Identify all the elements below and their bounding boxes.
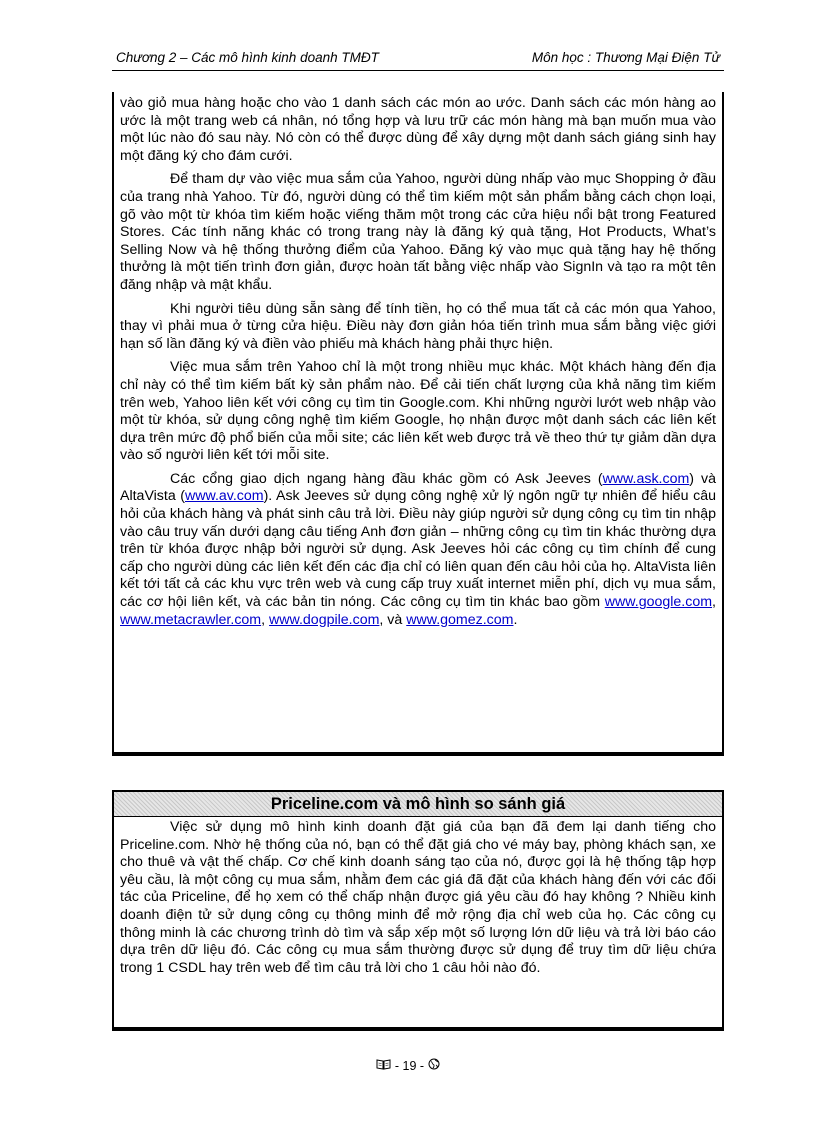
box-content [114, 817, 722, 977]
paragraph: Để tham dự vào việc mua sắm của Yahoo, người dùng nhấp vào mục Shopping ở đầu của trang nhà Yahoo. Từ đó, người dùng có thể tìm kiếm một sản phẩm bằng cách chọn loại, gõ vào một từ khóa tìm kiếm hoặc viếng thăm một trong các cửa hiệu nổi bật trong Featured Stores. Các tính năng khác có trong trang này là đăng ký quà tặng, Hot Products, What’s Selling Now và hệ thống thưởng điểm của Yahoo. Đăng ký vào mục quà tặng hay hệ thống thưởng là một tiến trình đơn giản, được hoàn tất bằng việc nhấp vào SignIn và tạo ra một tên đăng nhập và mật khẩu. [120, 171, 716, 293]
link-dogpile[interactable]: www.dogpile.com [269, 611, 380, 628]
link-gomez[interactable]: www.gomez.com [406, 611, 514, 628]
book-icon [376, 1058, 391, 1073]
chapter-title: Chương 2 – Các mô hình kinh doanh TMĐT [116, 50, 379, 65]
text-box-priceline [112, 790, 724, 1031]
paragraph: Việc mua sắm trên Yahoo chỉ là một trong nhiều mục khác. Một khách hàng đến địa chỉ này có thể tìm kiếm bất kỳ sản phẩm nào. Để cải tiến chất lượng của khả năng tìm kiếm trên web, Yahoo liên kết với công cụ tìm tin Google.com. Khi những người lướt web nhập vào một từ khóa, sử dụng công nghệ tìm kiếm Google, họ nhận được một danh sách các liên kết dựa trên mức độ phổ biến của mỗi site; các liên kết web được trả về theo thứ tự giảm dần dựa vào số người liên kết tới mỗi site. [120, 359, 716, 464]
page-number: - 19 - [394, 1058, 425, 1073]
page-header [112, 50, 724, 71]
link-metacrawler[interactable]: www.metacrawler.com [120, 611, 262, 628]
link-av[interactable]: www.av.com [185, 488, 264, 505]
text-box-yahoo [112, 92, 724, 756]
paragraph: vào giỏ mua hàng hoặc cho vào 1 danh sách các món ao ước. Danh sách các món hàng ao ước là một trang web cá nhân, nó tổng hợp và lưu trữ các món hàng mà bạn muốn mua vào một lúc nào đó sau này. Nó còn có thể được dùng để xây dựng một danh sách giáng sinh hay một đăng ký cho đám cưới. [120, 95, 716, 164]
paragraph-portals: Các cổng giao dịch ngang hàng đầu khác gồm có Ask Jeeves (www.ask.com) và AltaVista (www.av.com). Ask Jeeves sử dụng công nghệ xử lý ngôn ngữ tự nhiên để hiểu câu hỏi của khách hàng và phát sinh câu trả lời. Điều này giúp người sử dụng công cụ tìm tin nhập vào câu truy vấn dưới dạng câu tiếng Anh đơn giản – những công cụ tìm tin khác thường dựa trên từ khóa được nhập bởi người sử dụng. Ask Jeeves hỏi các công cụ tìm chính để cung cấp cho người dùng các liên kết đến các địa chỉ có liên quan đến câu hỏi của họ. AltaVista liên kết tới tất cả các khu vực trên web và cung cấp truy xuất internet miễn phí, dịch vụ mua sắm, các cơ hội liên kết, và các bản tin nóng. Các công cụ tìm tin khác bao gồm www.google.com, www.metacrawler.com, www.dogpile.com, và www.gomez.com. [120, 470, 716, 628]
paragraph: Khi người tiêu dùng sẵn sàng để tính tiền, họ có thể mua tất cả các món qua Yahoo, thay vì phải mua ở từng cửa hiệu. Điều này đơn giản hóa tiến trình mua sắm bằng việc giới hạn số lần đăng ký và điền vào phiếu mà khách hàng phải thực hiện. [120, 300, 716, 352]
paragraph: Việc sử dụng mô hình kinh doanh đặt giá của bạn đã đem lại danh tiếng cho Priceline.com. Nhờ hệ thống của nó, bạn có thể đặt giá cho vé máy bay, phòng khách sạn, xe cho thuê và vật thế chấp. Cơ chế kinh doanh sáng tạo của nó, được gọi là hệ thống tập hợp yêu cầu, là một công cụ mua sắm, nhằm đem các giá đã đặt của khách hàng đến với các đối tác của Priceline, để họ xem có thể chấp nhận được giá yêu cầu đó hay không ? Nhiều kinh doanh điện tử sử dụng công cụ thông minh để mở rộng địa chỉ web của họ. Các công cụ thông minh là các chương trình dò tìm và sắp xếp một số lượng lớn dữ liệu và trả lời báo cáo dựa trên dữ liệu đó. Các công cụ mua sắm thường được sử dụng để truy tìm dữ liệu chứa trong 1 CSDL hay trên web để tìm câu trả lời cho 1 câu hỏi nào đó. [120, 819, 716, 976]
link-google[interactable]: www.google.com [604, 594, 713, 611]
page-footer [0, 1058, 816, 1073]
link-ask[interactable]: www.ask.com [602, 470, 690, 487]
box-title: Priceline.com và mô hình so sánh giá [114, 792, 722, 817]
globe-icon [428, 1058, 440, 1073]
course-title: Môn học : Thương Mại Điện Tử [531, 50, 720, 65]
